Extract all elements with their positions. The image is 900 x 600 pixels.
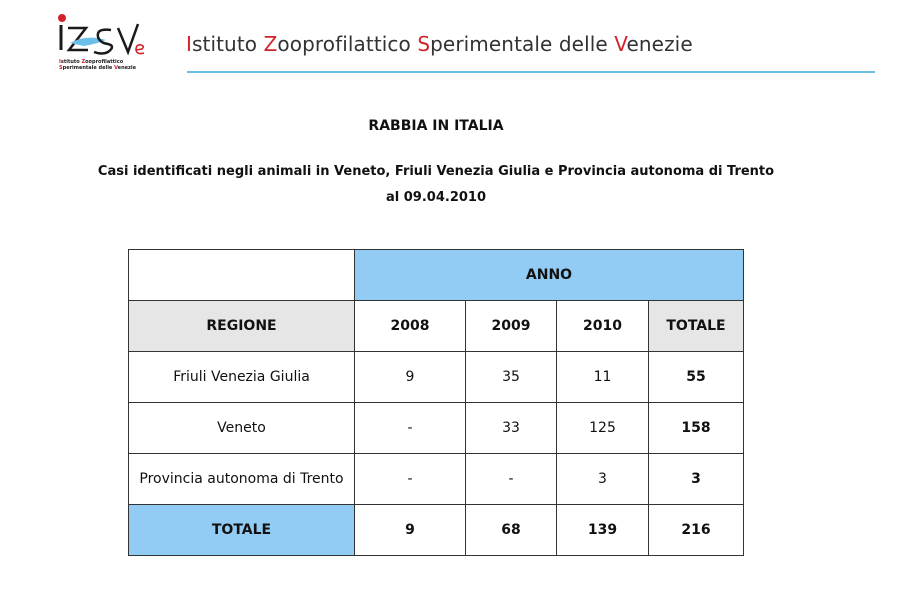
cell-2008: - <box>355 403 466 454</box>
page-title: RABBIA IN ITALIA <box>368 118 504 134</box>
page-subtitle: Casi identificati negli animali in Veneto, Friuli Venezia Giulia e Provincia autonoma di Trento <box>97 164 775 179</box>
table-row <box>129 454 744 505</box>
table-header-row <box>129 301 744 352</box>
header-divider <box>187 71 875 73</box>
cell-2010: 125 <box>557 403 649 454</box>
cell-2010: 3 <box>557 454 649 505</box>
table-row <box>129 352 744 403</box>
cell-regione: Provincia autonoma di Trento <box>129 454 355 505</box>
empty-corner-cell <box>129 250 355 301</box>
cell-regione: Friuli Venezia Giulia <box>129 352 355 403</box>
total-2008: 9 <box>355 505 466 556</box>
cell-totale: 3 <box>649 454 744 505</box>
total-grand: 216 <box>649 505 744 556</box>
cell-regione: Veneto <box>129 403 355 454</box>
cell-2008: 9 <box>355 352 466 403</box>
cell-2009: - <box>466 454 557 505</box>
logo-mark-icon <box>56 10 148 60</box>
table-total-row <box>129 505 744 556</box>
cell-totale: 158 <box>649 403 744 454</box>
cell-2010: 11 <box>557 352 649 403</box>
header-2010: 2010 <box>557 301 649 352</box>
table-group-header-row <box>129 250 744 301</box>
anno-header: ANNO <box>355 250 744 301</box>
cell-totale: 55 <box>649 352 744 403</box>
total-2009: 68 <box>466 505 557 556</box>
cell-2009: 33 <box>466 403 557 454</box>
total-label: TOTALE <box>129 505 355 556</box>
izsve-logo <box>56 10 148 72</box>
cell-2009: 35 <box>466 352 557 403</box>
header-2009: 2009 <box>466 301 557 352</box>
report-date: al 09.04.2010 <box>386 190 486 205</box>
logo-caption: Istituto Zooprofilattico Sperimentale delle Venezie <box>59 59 137 71</box>
rabies-cases-table <box>128 249 744 556</box>
cell-2008: - <box>355 454 466 505</box>
header-totale: TOTALE <box>649 301 744 352</box>
header-regione: REGIONE <box>129 301 355 352</box>
institute-name: Istituto Zooprofilattico Sperimentale delle Venezie <box>186 32 693 56</box>
total-2010: 139 <box>557 505 649 556</box>
header-2008: 2008 <box>355 301 466 352</box>
table-row <box>129 403 744 454</box>
